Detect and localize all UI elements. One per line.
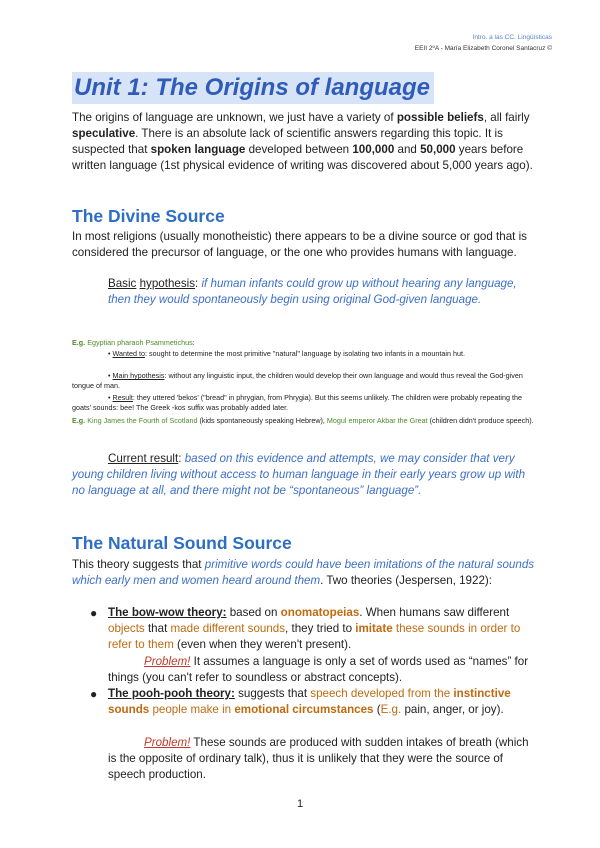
pooh-pooh-problem: Problem! These sounds are produced with sudden intakes of breath (which is the opposite of ordinary talk), thus it is unlikely that they were the source of speech production. xyxy=(108,736,529,781)
intro-paragraph: The origins of language are unknown, we just have a variety of possible beliefs, all fairly speculative. There is an absolute lack of scientific answers regarding this topic. It is suspected that spoken language developed between 100,000 and 50,000 years before written language (1st physical evidence of writing was discovered about 5,000 years ago). xyxy=(72,111,533,172)
wanted-to-item: • Wanted to: sought to determine the most primitive "natural" language by isolating two infants in a mountain hut. xyxy=(108,349,465,358)
header-author: EEII 2ºA - María Elizabeth Coronel Santacruz © xyxy=(414,45,552,52)
page-number: 1 xyxy=(296,798,304,810)
current-result: Current result: based on this evidence and attempts, we may consider that very young children living without access to human language in their early years grow up with no language at all, and there might not be “spontaneous” language”. xyxy=(72,452,526,497)
page-title: Unit 1: The Origins of language xyxy=(72,72,434,104)
main-hypothesis-item: • Main hypothesis: without any linguistic input, the children would develop their own language and would thus reveal the God-given tongue of man. xyxy=(72,371,523,390)
eg-psammetichus: E.g. Egyptian pharaoh Psammetichus: xyxy=(72,338,195,347)
natural-paragraph: This theory suggests that primitive words could have been imitations of the natural sounds which early men and women heard around them. Two theories (Jespersen, 1922): xyxy=(72,558,535,587)
bullet-icon: ● xyxy=(90,687,98,701)
header-course: Intro. a las CC. Lingüísticas xyxy=(472,34,552,41)
divine-hypothesis: Basic hypothesis: if human infants could grow up without hearing any language, then they would spontaneously begin using original God-given language. xyxy=(108,277,517,306)
divine-heading: The Divine Source xyxy=(72,206,225,226)
pooh-pooh-item: ● The pooh-pooh theory: suggests that speech developed from the instinctive sounds people make in emotional circumstances (E.g. pain, anger, or joy). xyxy=(90,687,511,716)
natural-heading: The Natural Sound Source xyxy=(72,533,292,553)
bow-wow-item: ● The bow-wow theory: based on onomatopeias. When humans saw different objects that made different sounds, they tried to imitate these sounds in order to refer to them (even when they weren't present). xyxy=(90,606,521,651)
divine-paragraph: In most religions (usually monotheistic) there appears to be a divine source or god that is considered the precursor of language, or the one who provides humans with language. xyxy=(72,230,527,259)
result-item: • Result: they uttered 'bekos' ("bread" in phrygian, from Phrygia). But this seems unlikely. The children were probably repeating the goats' sounds: bee! The Greek -kos suffix was probably added later. xyxy=(72,393,523,412)
eg-kings: E.g. King James the Fourth of Scotland (kids spontaneously speaking Hebrew), Mogul emperor Akbar the Great (children didn't produce speech). xyxy=(72,416,534,425)
bow-wow-problem: Problem! It assumes a language is only a set of words used as “names” for things (you can't refer to soundless or abstract concepts). xyxy=(108,655,529,684)
bullet-icon: ● xyxy=(90,606,98,620)
